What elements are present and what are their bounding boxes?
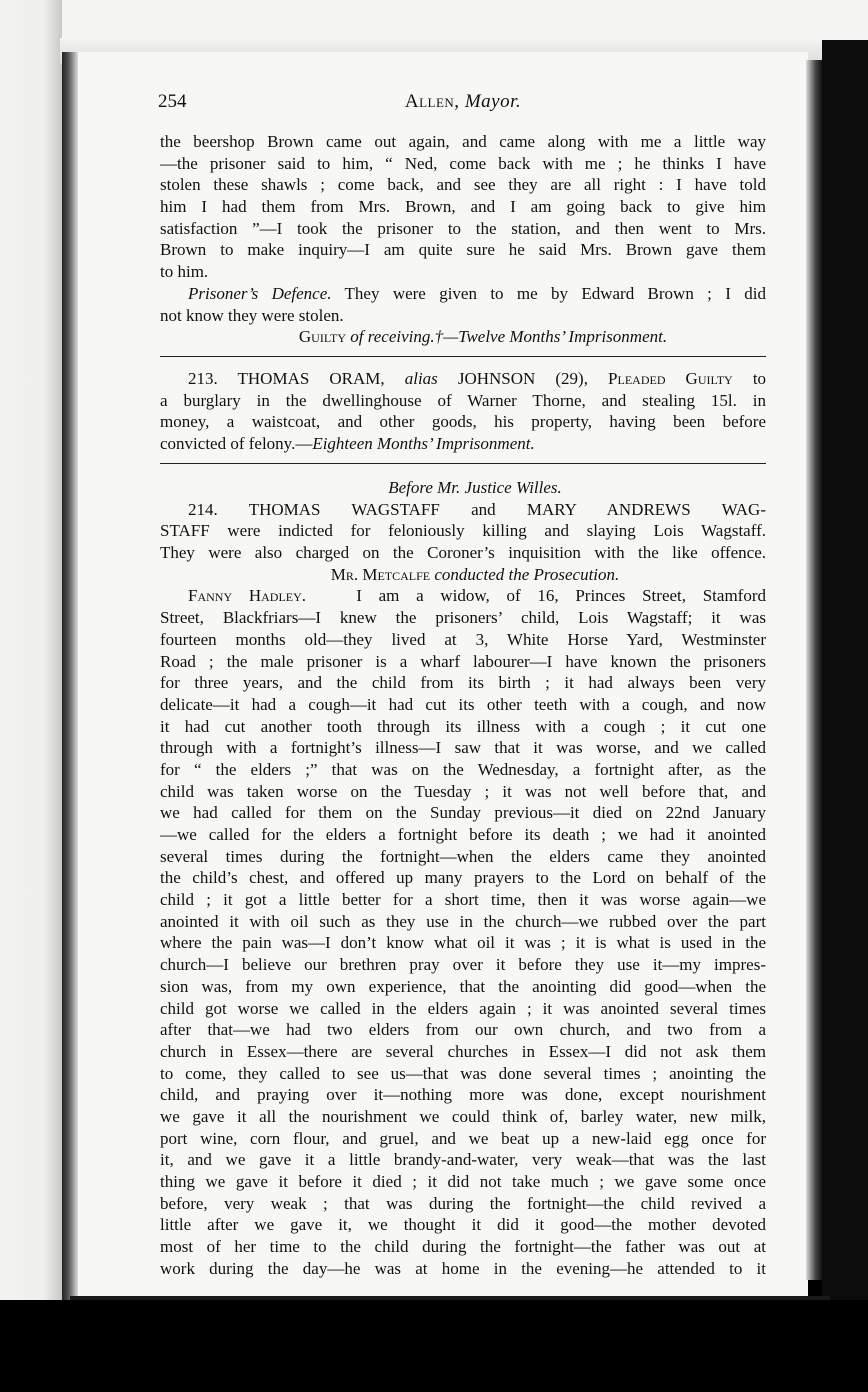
testimony-line: it, and we gave it a little brandy-and-water, very weak—that was the last <box>160 1150 766 1170</box>
defence-line-2: not know they were stolen. <box>160 305 344 325</box>
section-divider <box>160 356 766 357</box>
case-213 <box>160 368 766 455</box>
prosecution-text: conducted the Prosecution. <box>434 564 620 584</box>
testimony-line: several times during the fortnight—when the elders came they anointed <box>160 846 766 866</box>
testimony-line: delicate—it had a cough—it had cut its other teeth with a cough, and now <box>160 694 766 714</box>
testimony-line: to come, they called to see us—that was done several times ; anointing the <box>160 1063 766 1083</box>
prosecutor-name: Mr. Metcalfe <box>330 564 431 584</box>
text-line: satisfaction ”—I took the prisoner to the station, and then went to Mrs. <box>160 218 766 238</box>
testimony-line: Road ; the male prisoner is a wharf labourer—I have known the prisoners <box>160 651 766 671</box>
text-line: the beershop Brown came out again, and came along with me a little way <box>160 132 766 151</box>
testimony-line: child ; it got a little better for a short time, then it was worse again—we <box>160 890 766 910</box>
prosecution-line <box>160 564 766 586</box>
judge-heading <box>160 477 766 499</box>
testimony-line: —we called for the elders a fortnight before its death ; we had it anointed <box>160 825 766 844</box>
testimony-body <box>160 607 766 1279</box>
verdict-line <box>160 326 766 348</box>
defence-line <box>160 283 766 305</box>
testimony-line: for three years, and the child from its birth ; it had always been very <box>160 673 766 693</box>
running-head <box>158 91 768 117</box>
page-header-title <box>158 91 768 113</box>
text-line: money, a waistcoat, and other goods, his property, having been before <box>160 412 766 432</box>
testimony-line: where the pain was—I don’t know what oil it was ; it is what is used in the <box>160 933 766 953</box>
testimony-line: fourteen months old—they lived at 3, White Horse Yard, Westminster <box>160 629 766 649</box>
testimony-line: through with a fortnight’s illness—I saw that it was worse, and we called <box>160 738 766 758</box>
testimony-first-line <box>160 585 766 607</box>
case-214-line: 214. THOMAS WAGSTAFF and MARY ANDREWS WAG- <box>188 499 766 519</box>
verdict-guilty: Guilty <box>298 327 347 347</box>
testimony-line: anointed it with oil such as they use in the church—we rubbed over the part <box>160 911 766 931</box>
testimony-line: most of her time to the child during the fortnight—the father was out at <box>160 1237 766 1257</box>
text-line: a burglary in the dwellinghouse of Warner Thorne, and stealing 15l. in <box>160 390 766 410</box>
testimony-line: sion was, from my own experience, that the anointing did good—when the <box>160 976 766 996</box>
page-edge-right <box>806 60 822 1280</box>
testimony-line: child, and praying over it—nothing more was done, except nourishment <box>160 1085 766 1105</box>
testimony-line: thing we gave it before it died ; it did not take much ; we gave some once <box>160 1172 766 1191</box>
testimony-line: child got worse we called in the elders again ; it was anointed several times <box>160 998 766 1018</box>
scan-bottom-margin <box>0 1300 868 1392</box>
testimony-line: it had cut another tooth through its illness with a cough ; it cut one <box>160 716 766 736</box>
case-213-defendant: 213. THOMAS ORAM, <box>188 369 385 388</box>
case-213-line-1 <box>160 368 766 390</box>
defence-text: They were given to me by Edward Brown ; I did <box>344 283 766 303</box>
testimony-line: little after we gave it, we thought it did it good—the mother devoted <box>160 1215 766 1235</box>
testimony-line: before, very weak ; that was during the fortnight—the child revived a <box>160 1193 766 1213</box>
case-213-to: to <box>752 369 766 388</box>
testimony-line: we gave it all the nourishment we could think of, barley water, new milk, <box>160 1106 766 1126</box>
header-mayor-name: Allen, <box>404 91 460 112</box>
testimony-line: for “ the elders ;” that was on the Wednesday, a fortnight after, as the <box>160 759 766 779</box>
testimony-line: church in Essex—there are several churches in Essex—I did not ask them <box>160 1041 766 1061</box>
text-line: Brown to make inquiry—I am quite sure he said Mrs. Brown gave them <box>160 240 766 260</box>
defence-label: Prisoner’s Defence. <box>188 283 332 303</box>
case-213-sentence: Eighteen Months’ Imprisonment. <box>312 434 535 454</box>
page-number: 254 <box>158 91 187 112</box>
text-line: him I had them from Mrs. Brown, and I am going back to give him <box>160 197 766 217</box>
testimony-line: the child’s chest, and offered up many prayers to the Lord on behalf of the <box>160 868 766 888</box>
book-binding-left <box>62 52 78 1302</box>
header-mayor-office: Mayor. <box>464 91 522 112</box>
section-divider <box>160 463 766 464</box>
case-213-alias-name: JOHNSON (29), <box>457 369 588 388</box>
testimony-line: port wine, corn flour, and gruel, and we beat up a new-laid egg once for <box>160 1128 766 1148</box>
testimony-line: Street, Blackfriars—I knew the prisoners’ child, Lois Wagstaff; it was <box>160 608 766 628</box>
verdict-sentence: of receiving.†—Twelve Months’ Imprisonment. <box>350 327 668 347</box>
facing-page-edge <box>0 0 62 1392</box>
case-213-sentence-line <box>160 433 766 455</box>
case-214-line: They were also charged on the Coroner’s inquisition with the like offence. <box>160 543 766 563</box>
paragraph-continued <box>160 131 766 348</box>
testimony-line: after that—we had two elders from our own church, and two from a <box>160 1020 766 1040</box>
testimony-line: we had called for them on the Sunday previous—it died on 22nd January <box>160 803 766 823</box>
before-judge: Before Mr. Justice Willes. <box>388 478 562 497</box>
witness-name: Fanny Hadley. <box>188 586 307 606</box>
testimony-text: I am a widow, of 16, Princes Street, Stamford <box>356 586 766 606</box>
text-line: to him. <box>160 262 209 282</box>
testimony-line: church—I believe our brethren pray over it before they use it—my impres- <box>160 955 766 975</box>
testimony-line: child was taken worse on the Tuesday ; it was not well before that, and <box>160 781 766 801</box>
case-214 <box>160 477 766 1279</box>
case-213-conviction: convicted of felony.— <box>160 434 313 454</box>
text-line: —the prisoner said to him, “ Ned, come back with me ; he thinks I have <box>160 153 766 173</box>
book-cover-right <box>822 40 868 1300</box>
case-213-alias: alias <box>404 369 438 388</box>
case-214-line: STAFF were indicted for feloniously killing and slaying Lois Wagstaff. <box>160 521 766 541</box>
case-213-plea: Pleaded Guilty <box>608 369 733 388</box>
text-line: stolen these shawls ; come back, and see they are all right : I have told <box>160 175 766 195</box>
testimony-line: work during the day—he was at home in the evening—he attended to it <box>160 1258 766 1278</box>
